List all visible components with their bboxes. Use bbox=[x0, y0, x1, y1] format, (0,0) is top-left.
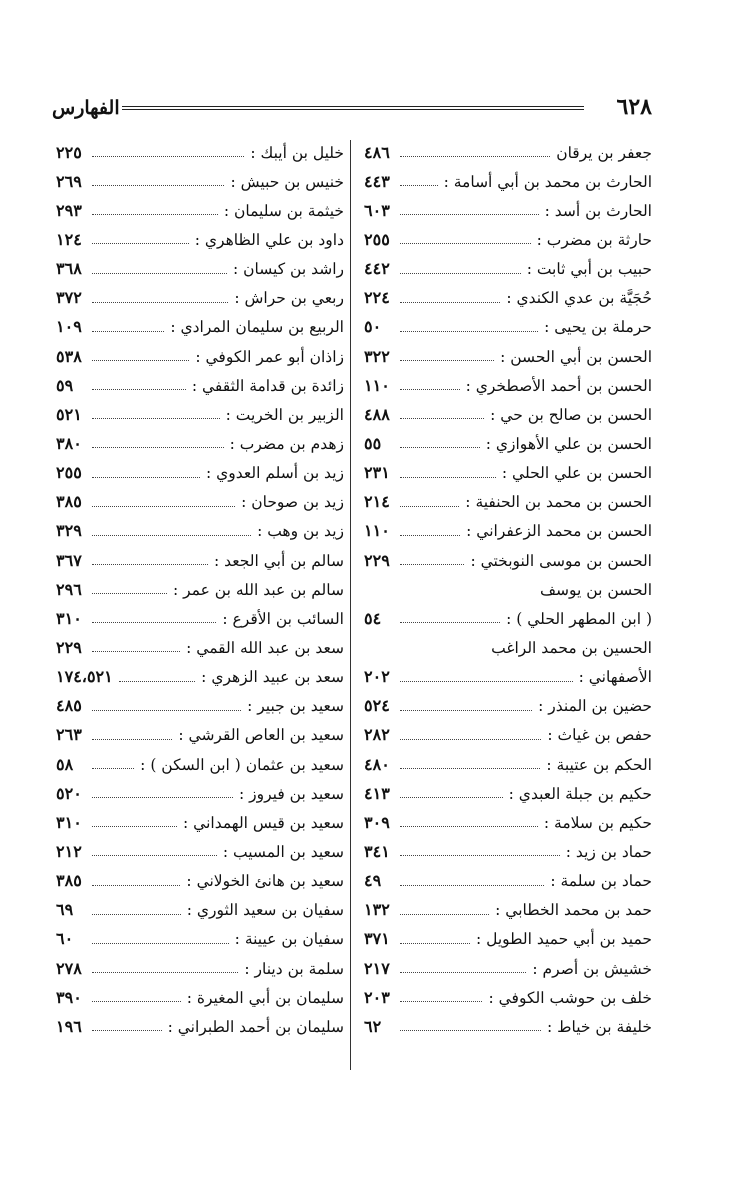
entry-page-number: ٢٠٢ bbox=[364, 667, 390, 687]
entry-page-number: ١١٠ bbox=[364, 375, 390, 395]
entry-name: الحارث بن أسد : bbox=[544, 201, 652, 220]
entry-page-number: ٣٩٠ bbox=[56, 987, 82, 1007]
index-entry bbox=[364, 429, 652, 458]
entry-name: سفيان بن سعيد الثوري : bbox=[186, 901, 344, 920]
index-entry bbox=[56, 633, 344, 662]
entry-page-number: ٣٢٩ bbox=[56, 521, 82, 541]
index-entry bbox=[364, 167, 652, 196]
dot-leader bbox=[400, 943, 470, 944]
index-column-right bbox=[364, 138, 652, 1041]
entry-name: ربعي بن حراش : bbox=[234, 289, 344, 308]
dot-leader bbox=[400, 855, 560, 856]
entry-page-number: ٤٩ bbox=[364, 871, 382, 891]
dot-leader bbox=[400, 768, 540, 769]
column-divider bbox=[350, 140, 351, 1070]
index-entry bbox=[364, 342, 652, 371]
index-entry bbox=[56, 459, 344, 488]
entry-name: زيد بن أسلم العدوي : bbox=[206, 464, 344, 483]
index-entry bbox=[56, 808, 344, 837]
entry-page-number: ٣٧١ bbox=[364, 929, 390, 949]
entry-page-number: ٤٨٥ bbox=[56, 696, 82, 716]
dot-leader bbox=[400, 389, 460, 390]
index-entry bbox=[364, 517, 652, 546]
entry-name: سعيد بن عثمان ( ابن السكن ) : bbox=[140, 755, 344, 774]
entry-name: حكيم بن جبلة العبدي : bbox=[508, 784, 652, 803]
index-entry bbox=[364, 721, 652, 750]
dot-leader bbox=[400, 156, 550, 157]
dot-leader bbox=[400, 477, 496, 478]
dot-leader bbox=[400, 447, 480, 448]
index-entry bbox=[56, 575, 344, 604]
entry-page-number: ١١٠ bbox=[364, 521, 390, 541]
entry-name: الحسن بن علي الحلي : bbox=[501, 464, 652, 483]
entry-name: الحسن بن يوسف bbox=[540, 580, 652, 599]
index-entry bbox=[56, 371, 344, 400]
entry-name: حميد بن أبي حميد الطويل : bbox=[475, 930, 652, 949]
dot-leader bbox=[400, 1001, 482, 1002]
entry-name: سليمان بن أحمد الطبراني : bbox=[167, 1017, 344, 1036]
entry-name: خليفة بن خياط : bbox=[547, 1017, 652, 1036]
entry-name: سعيد بن هانئ الخولاني : bbox=[186, 872, 344, 891]
dot-leader bbox=[92, 826, 177, 827]
entry-page-number: ٢٠٣ bbox=[364, 987, 390, 1007]
entry-page-number: ٢٢٤ bbox=[364, 288, 390, 308]
entry-name: حضين بن المنذر : bbox=[538, 697, 652, 716]
entry-page-number: ٣٨٥ bbox=[56, 871, 82, 891]
entry-name: حبيب بن أبي ثابت : bbox=[526, 260, 652, 279]
entry-page-number: ٢٧٨ bbox=[56, 958, 82, 978]
entry-page-number: ٢٢٩ bbox=[56, 637, 82, 657]
entry-name: سعيد بن العاص القرشي : bbox=[178, 726, 344, 745]
entry-page-number: ٤٨٦ bbox=[364, 142, 390, 162]
entry-page-number: ١٠٩ bbox=[56, 317, 82, 337]
entry-page-number: ١٧٤،٥٢١ bbox=[56, 667, 113, 687]
entry-name: الزبير بن الخريت : bbox=[225, 405, 344, 424]
entry-name: الحسن بن أبي الحسن : bbox=[500, 347, 652, 366]
dot-leader bbox=[92, 418, 220, 419]
dot-leader bbox=[400, 885, 544, 886]
dot-leader bbox=[400, 797, 503, 798]
entry-page-number: ٥٣٨ bbox=[56, 346, 82, 366]
entry-name: الحسن بن محمد بن الحنفية : bbox=[465, 493, 652, 512]
entry-name: داود بن علي الظاهري : bbox=[194, 230, 344, 249]
entry-name: ( ابن المطهر الحلي ) : bbox=[506, 609, 652, 628]
entry-page-number: ٦٠ bbox=[56, 929, 74, 949]
dot-leader bbox=[92, 739, 172, 740]
index-entry bbox=[56, 400, 344, 429]
running-title: الفهارس bbox=[52, 97, 120, 119]
index-entry bbox=[56, 255, 344, 284]
index-entry bbox=[364, 138, 652, 167]
dot-leader bbox=[92, 651, 180, 652]
entry-page-number: ٥٩ bbox=[56, 375, 74, 395]
index-entry bbox=[56, 429, 344, 458]
entry-name: حكيم بن سلامة : bbox=[543, 813, 652, 832]
dot-leader bbox=[400, 564, 464, 565]
entry-name: خلف بن حوشب الكوفي : bbox=[488, 988, 652, 1007]
index-entry bbox=[56, 663, 344, 692]
entry-name: خيثمة بن سليمان : bbox=[223, 201, 344, 220]
dot-leader bbox=[92, 943, 229, 944]
entry-page-number: ٣١٠ bbox=[56, 812, 82, 832]
index-entry bbox=[364, 546, 652, 575]
dot-leader bbox=[92, 331, 164, 332]
entry-page-number: ٤٤٢ bbox=[364, 259, 390, 279]
entry-name: حماد بن سلمة : bbox=[550, 872, 652, 891]
dot-leader bbox=[400, 243, 531, 244]
index-entry bbox=[364, 459, 652, 488]
entry-name: زهدم بن مضرب : bbox=[229, 434, 344, 453]
entry-name: زاذان أبو عمر الكوفي : bbox=[195, 347, 344, 366]
index-column-left bbox=[56, 138, 344, 1041]
index-entry bbox=[364, 284, 652, 313]
entry-page-number: ٥٤ bbox=[364, 608, 382, 628]
index-entry bbox=[364, 808, 652, 837]
index-entry bbox=[56, 488, 344, 517]
index-entry bbox=[364, 633, 652, 662]
entry-name: الحسن بن علي الأهوازي : bbox=[485, 434, 652, 453]
index-entry bbox=[56, 546, 344, 575]
entry-page-number: ٢٥٥ bbox=[364, 229, 390, 249]
entry-page-number: ٢٩٦ bbox=[56, 579, 82, 599]
dot-leader bbox=[92, 360, 189, 361]
dot-leader bbox=[119, 681, 195, 682]
index-entry bbox=[56, 867, 344, 896]
index-entry bbox=[364, 313, 652, 342]
index-entry bbox=[56, 138, 344, 167]
entry-page-number: ٢٦٩ bbox=[56, 171, 82, 191]
entry-page-number: ٢٥٥ bbox=[56, 463, 82, 483]
index-entry bbox=[56, 1012, 344, 1041]
entry-name: سليمان بن أبي المغيرة : bbox=[186, 988, 344, 1007]
dot-leader bbox=[400, 972, 526, 973]
dot-leader bbox=[92, 855, 217, 856]
index-entry bbox=[364, 925, 652, 954]
dot-leader bbox=[400, 360, 494, 361]
index-entry bbox=[364, 954, 652, 983]
entry-page-number: ٣٨٥ bbox=[56, 492, 82, 512]
entry-name: الربيع بن سليمان المرادي : bbox=[170, 318, 344, 337]
index-entry bbox=[56, 954, 344, 983]
dot-leader bbox=[92, 506, 235, 507]
entry-page-number: ٢١٢ bbox=[56, 841, 82, 861]
entry-page-number: ٢٩٣ bbox=[56, 200, 82, 220]
entry-page-number: ١٢٤ bbox=[56, 229, 82, 249]
entry-name: خشيش بن أصرم : bbox=[532, 959, 652, 978]
entry-name: سعيد بن فيروز : bbox=[238, 784, 344, 803]
entry-page-number: ٥٠ bbox=[364, 317, 382, 337]
entry-page-number: ٣٦٨ bbox=[56, 259, 82, 279]
index-entry bbox=[364, 575, 652, 604]
entry-page-number: ٢١٧ bbox=[364, 958, 390, 978]
dot-leader bbox=[92, 622, 216, 623]
entry-page-number: ٤٨٠ bbox=[364, 754, 390, 774]
dot-leader bbox=[400, 739, 541, 740]
page-header bbox=[52, 92, 652, 128]
entry-name: سلمة بن دينار : bbox=[244, 959, 344, 978]
index-entry bbox=[364, 867, 652, 896]
dot-leader bbox=[92, 972, 238, 973]
dot-leader bbox=[400, 1030, 541, 1031]
entry-page-number: ٢٨٢ bbox=[364, 725, 390, 745]
index-entry bbox=[364, 488, 652, 517]
entry-name: سالم بن أبي الجعد : bbox=[214, 551, 344, 570]
dot-leader bbox=[400, 214, 539, 215]
dot-leader bbox=[400, 418, 484, 419]
entry-page-number: ٥٢٠ bbox=[56, 783, 82, 803]
dot-leader bbox=[92, 243, 189, 244]
index-entry bbox=[56, 167, 344, 196]
entry-name: جعفر بن يرقان bbox=[556, 143, 652, 162]
entry-page-number: ١٣٢ bbox=[364, 900, 390, 920]
dot-leader bbox=[92, 564, 208, 565]
entry-name: راشد بن كيسان : bbox=[232, 260, 344, 279]
index-entry bbox=[364, 604, 652, 633]
dot-leader bbox=[92, 214, 218, 215]
entry-name: زيد بن صوحان : bbox=[241, 493, 344, 512]
entry-page-number: ٥٥ bbox=[364, 433, 382, 453]
entry-page-number: ٣٠٩ bbox=[364, 812, 390, 832]
entry-name: الحسن بن أحمد الأصطخري : bbox=[465, 376, 652, 395]
dot-leader bbox=[92, 885, 180, 886]
entry-page-number: ٥٢٤ bbox=[364, 696, 390, 716]
dot-leader bbox=[92, 156, 244, 157]
index-entry bbox=[56, 196, 344, 225]
dot-leader bbox=[92, 1030, 162, 1031]
dot-leader bbox=[92, 447, 224, 448]
page-number: ٦٢٨ bbox=[616, 94, 652, 120]
index-entry bbox=[364, 400, 652, 429]
entry-page-number: ٦٢ bbox=[364, 1016, 382, 1036]
index-entry bbox=[364, 896, 652, 925]
dot-leader bbox=[400, 506, 459, 507]
entry-name: حُجَيَّة بن عدي الكندي : bbox=[506, 289, 652, 308]
entry-name: سالم بن عبد الله بن عمر : bbox=[172, 580, 344, 599]
dot-leader bbox=[92, 914, 181, 915]
index-entry bbox=[364, 692, 652, 721]
entry-page-number: ٥٢١ bbox=[56, 404, 82, 424]
entry-name: سعد بن عبيد الزهري : bbox=[201, 668, 344, 687]
entry-page-number: ٦٩ bbox=[56, 900, 74, 920]
index-entry bbox=[56, 925, 344, 954]
index-entry bbox=[56, 721, 344, 750]
dot-leader bbox=[92, 477, 200, 478]
dot-leader bbox=[400, 331, 538, 332]
entry-page-number: ٢١٤ bbox=[364, 492, 390, 512]
entry-page-number: ٣٨٠ bbox=[56, 433, 82, 453]
entry-name: السائب بن الأقرع : bbox=[222, 609, 344, 628]
entry-name: حمد بن محمد الخطابي : bbox=[495, 901, 652, 920]
dot-leader bbox=[400, 273, 521, 274]
index-entry bbox=[56, 750, 344, 779]
index-entry bbox=[56, 983, 344, 1012]
index-entry bbox=[364, 837, 652, 866]
entry-name: خنيس بن حبيش : bbox=[230, 172, 344, 191]
entry-name: حارثة بن مضرب : bbox=[536, 230, 652, 249]
dot-leader bbox=[92, 302, 228, 303]
index-entry bbox=[56, 604, 344, 633]
entry-page-number: ٢٢٥ bbox=[56, 142, 82, 162]
entry-name: سعيد بن قيس الهمداني : bbox=[183, 813, 344, 832]
dot-leader bbox=[92, 797, 233, 798]
entry-name: حرملة بن يحيى : bbox=[544, 318, 652, 337]
index-entry bbox=[364, 225, 652, 254]
entry-page-number: ٣٢٢ bbox=[364, 346, 390, 366]
entry-page-number: ١٩٦ bbox=[56, 1016, 82, 1036]
dot-leader bbox=[92, 593, 167, 594]
index-entry bbox=[56, 225, 344, 254]
entry-name: حفص بن غياث : bbox=[547, 726, 652, 745]
entry-name: خليل بن أيبك : bbox=[250, 143, 344, 162]
dot-leader bbox=[400, 826, 538, 827]
index-entry bbox=[56, 896, 344, 925]
entry-name: حماد بن زيد : bbox=[565, 842, 652, 861]
entry-page-number: ٣١٠ bbox=[56, 608, 82, 628]
entry-page-number: ٤١٣ bbox=[364, 783, 390, 803]
entry-name: الحارث بن محمد بن أبي أسامة : bbox=[443, 172, 652, 191]
dot-leader bbox=[92, 535, 251, 536]
entry-name: الحسن بن صالح بن حي : bbox=[490, 405, 652, 424]
index-entry bbox=[364, 196, 652, 225]
index-entry bbox=[56, 779, 344, 808]
dot-leader bbox=[92, 185, 224, 186]
entry-name: الحكم بن عتيبة : bbox=[546, 755, 652, 774]
entry-name: الأصفهاني : bbox=[578, 668, 652, 687]
index-entry bbox=[364, 779, 652, 808]
entry-name: سعد بن عبد الله القمي : bbox=[186, 638, 344, 657]
index-entry bbox=[364, 371, 652, 400]
entry-name: الحسن بن موسى النوبختي : bbox=[470, 551, 652, 570]
index-entry bbox=[56, 692, 344, 721]
entry-page-number: ٤٨٨ bbox=[364, 404, 390, 424]
entry-page-number: ٢٦٣ bbox=[56, 725, 82, 745]
dot-leader bbox=[400, 681, 573, 682]
entry-page-number: ٢٣١ bbox=[364, 463, 390, 483]
entry-page-number: ٣٧٢ bbox=[56, 288, 82, 308]
dot-leader bbox=[92, 389, 186, 390]
dot-leader bbox=[400, 185, 438, 186]
dot-leader bbox=[92, 768, 134, 769]
index-entry bbox=[364, 1012, 652, 1041]
entry-name: الحسن بن محمد الزعفراني : bbox=[466, 522, 652, 541]
index-entry bbox=[364, 750, 652, 779]
dot-leader bbox=[400, 302, 500, 303]
entry-name: سعيد بن المسيب : bbox=[222, 842, 344, 861]
index-entry bbox=[56, 284, 344, 313]
index-entry bbox=[364, 663, 652, 692]
index-entry bbox=[56, 313, 344, 342]
index-entry bbox=[364, 983, 652, 1012]
index-entry bbox=[56, 837, 344, 866]
header-rule bbox=[122, 106, 584, 110]
dot-leader bbox=[400, 914, 489, 915]
entry-page-number: ٣٦٧ bbox=[56, 550, 82, 570]
index-entry bbox=[56, 342, 344, 371]
index-entry bbox=[56, 517, 344, 546]
dot-leader bbox=[92, 273, 227, 274]
index-entry bbox=[364, 255, 652, 284]
entry-page-number: ٦٠٣ bbox=[364, 200, 390, 220]
entry-name: الحسين بن محمد الراغب bbox=[491, 638, 652, 657]
dot-leader bbox=[92, 710, 241, 711]
entry-page-number: ٥٨ bbox=[56, 754, 74, 774]
dot-leader bbox=[400, 710, 532, 711]
entry-name: زيد بن وهب : bbox=[257, 522, 344, 541]
entry-page-number: ٢٢٩ bbox=[364, 550, 390, 570]
entry-name: زائدة بن قدامة الثقفي : bbox=[191, 376, 344, 395]
dot-leader bbox=[92, 1001, 181, 1002]
entry-page-number: ٣٤١ bbox=[364, 841, 390, 861]
entry-name: سعيد بن جبير : bbox=[247, 697, 344, 716]
dot-leader bbox=[400, 535, 460, 536]
entry-page-number: ٤٤٣ bbox=[364, 171, 390, 191]
entry-name: سفيان بن عيينة : bbox=[234, 930, 344, 949]
dot-leader bbox=[400, 622, 500, 623]
